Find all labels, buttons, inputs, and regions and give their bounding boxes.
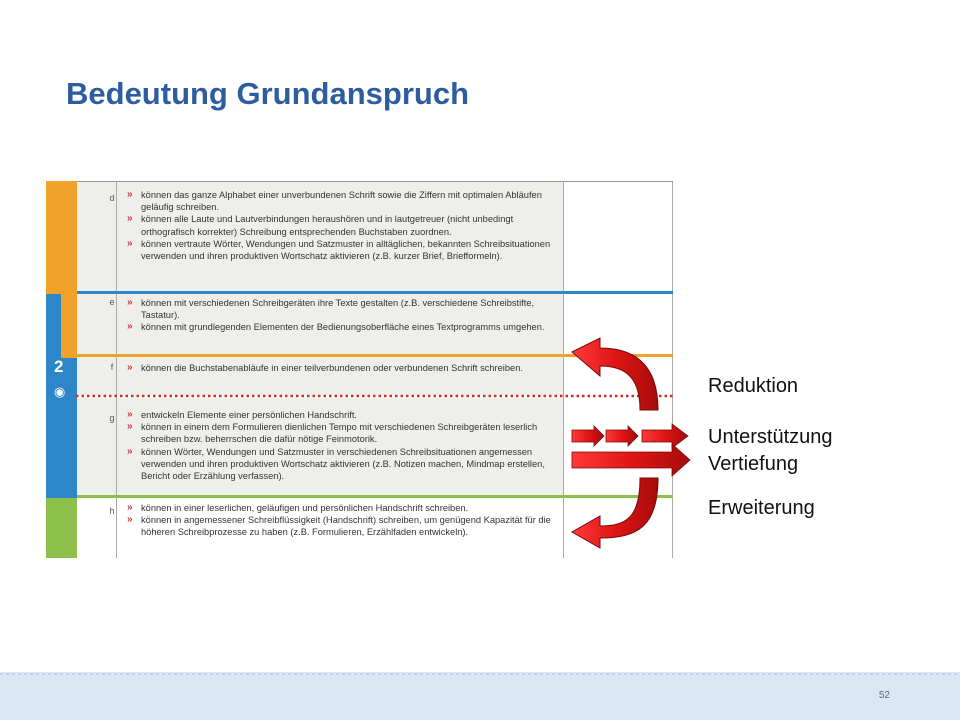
orange-level-bar [46, 181, 77, 294]
list-item: » können die Buchstabenabläufe in einer teilverbundenen oder verbundenen Schrift schreiben. [127, 362, 523, 373]
orange-inner-bar [61, 294, 77, 358]
list-item: » können alle Laute und Lautverbindungen heraushören und in lautgetreuer (nicht unbedingt orthografisch korrekter) Schreibung entsprechenden Buchstaben zuordnen. [127, 213, 514, 237]
row-letter-e: e [109, 297, 115, 307]
list-item: » können in angemessener Schreibflüssigkeit (Handschrift) schreiben, um genügend Kapazität für die höheren Schreibprozesse zu haben (z.B. Formulieren, Erzählfaden entwickeln). [127, 514, 551, 538]
list-item: » können mit grundlegenden Elementen der Bedienungsoberfläche eines Textprogramms umgehen. [127, 321, 545, 333]
target-icon: ◉ [54, 385, 66, 400]
list-item: » können das ganze Alphabet einer unverbundenen Schrift sowie die Ziffern mit optimalen Abläufen geläufig schreiben. [127, 189, 542, 213]
page-title: Bedeutung Grundanspruch [66, 76, 469, 111]
footer-dotted-edge [0, 672, 960, 676]
green-inner-bar [61, 498, 77, 558]
row-letter-h: h [109, 506, 115, 516]
support-arrow-2 [606, 426, 638, 446]
label-reduktion: Reduktion [708, 375, 799, 397]
support-arrow-3 [642, 424, 688, 448]
list-item: » können in einem dem Formulieren dienlichen Tempo mit verschiedenen Schreibgeräten leserlich schreiben bzw. beherrschen die dafür nötige Feinmotorik. [127, 421, 538, 445]
top-border [77, 181, 673, 182]
row-letter-g: g [109, 413, 115, 423]
footer-band [0, 672, 960, 720]
row-h-cell [122, 502, 563, 539]
row-letter-f: f [110, 362, 114, 372]
support-arrow-1 [572, 426, 604, 446]
row-separator-blue [77, 291, 673, 294]
row-d-cell [122, 189, 563, 262]
label-unterstuetzung: Unterstützung [708, 426, 833, 448]
row-g-cell [122, 409, 563, 482]
label-erweiterung: Erweiterung [708, 497, 815, 519]
blue-inner-bar [61, 358, 77, 498]
reduction-arrow [572, 338, 658, 410]
extension-arrow [572, 478, 658, 548]
deepening-arrow [572, 444, 690, 476]
arrows-overlay [560, 330, 700, 570]
page-number: 52 [878, 690, 890, 701]
row-f-cell [122, 362, 563, 374]
list-item: » können in einer leserlichen, geläufigen und persönlichen Handschrift schreiben. [127, 502, 469, 513]
list-item: » entwickeln Elemente einer persönlichen Handschrift. [127, 409, 358, 420]
row-letter-d: d [109, 193, 115, 203]
green-level-bar [46, 498, 61, 558]
level-number: 2 [54, 357, 64, 376]
list-item: » können mit verschiedenen Schreibgeräten ihre Texte gestalten (z.B. verschiedene Schreibstifte, Tastatur). [127, 297, 535, 321]
label-vertiefung: Vertiefung [708, 453, 799, 475]
list-item: » können Wörter, Wendungen und Satzmuster in verschiedenen Schreibsituationen angemessen verwenden und ihren produktiven Wortschatz aktivieren (z.B. Notizen machen, Mindmap erstellen, Bericht oder Erzählung verfassen). [127, 445, 545, 482]
list-item: » können vertraute Wörter, Wendungen und Satzmuster in alltäglichen, bekannten Schreibsituationen verwenden und ihren produktiven Wortschatz aktivieren (z.B. kurzer Brief, Briefformeln). [127, 237, 551, 262]
row-e-cell [122, 297, 563, 334]
